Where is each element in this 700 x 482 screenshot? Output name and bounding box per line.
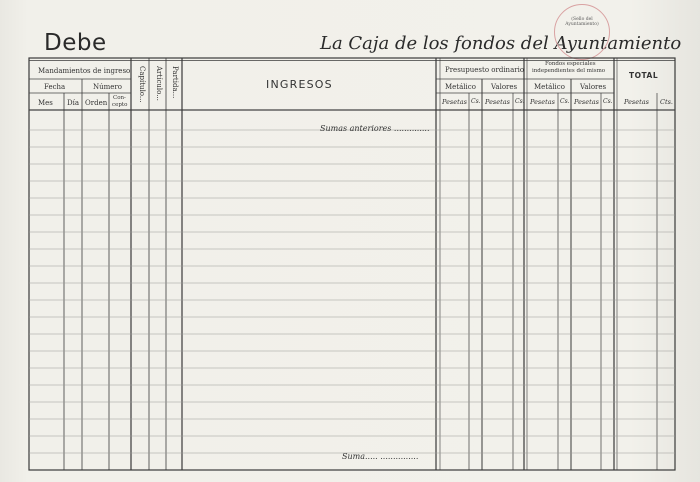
mes-header: Mes <box>38 99 53 107</box>
cts-header-3: Cs. <box>560 98 570 105</box>
articulo-header: Artículo... <box>155 66 163 101</box>
suma-label: Suma..... ............... <box>342 452 419 461</box>
pesetas-header-1: Pesetas <box>442 98 467 106</box>
partida-header: Partida... <box>171 66 179 99</box>
stamp-line-2: Ayuntamiento) <box>565 22 599 27</box>
concepto-header-line2: cepto <box>112 102 128 108</box>
valores-header-2: Valores <box>580 83 607 91</box>
cts-header-4: Cs. <box>603 98 613 105</box>
capitulo-header: Capítulo... <box>138 66 146 103</box>
pesetas-header-2: Pesetas <box>485 98 510 106</box>
dia-header: Día <box>67 99 80 107</box>
concepto-header-line1: Con- <box>113 95 126 101</box>
metalico-header-1: Metálico <box>445 83 476 91</box>
numero-header: Número <box>93 83 122 91</box>
total-pesetas-header: Pesetas <box>624 98 649 106</box>
mandamientos-header: Mandamientos de ingreso <box>38 67 131 75</box>
debe-title: Debe <box>44 30 107 56</box>
caja-title: La Caja de los fondos del Ayuntamiento <box>320 33 682 54</box>
stamp-line-1: (Sello del <box>571 17 593 22</box>
total-cts-header: Cts. <box>660 98 673 106</box>
cts-header-2: Cs. <box>515 98 525 105</box>
fondos-especiales-line2: independientes del mismo <box>532 68 606 74</box>
total-header: TOTAL <box>629 71 659 80</box>
metalico-header-2: Metálico <box>534 83 565 91</box>
pesetas-header-3: Pesetas <box>530 98 555 106</box>
sumas-anteriores-label: Sumas anteriores .............. <box>320 124 430 133</box>
presupuesto-ordinario-header: Presupuesto ordinario <box>445 66 525 74</box>
ingresos-header: INGRESOS <box>266 78 333 91</box>
fecha-header: Fecha <box>44 83 66 91</box>
fondos-especiales-line1: Fondos especiales <box>545 61 596 67</box>
cts-header-1: Cs. <box>471 98 481 105</box>
pesetas-header-4: Pesetas <box>574 98 599 106</box>
valores-header-1: Valores <box>491 83 518 91</box>
orden-header: Orden <box>85 99 108 107</box>
